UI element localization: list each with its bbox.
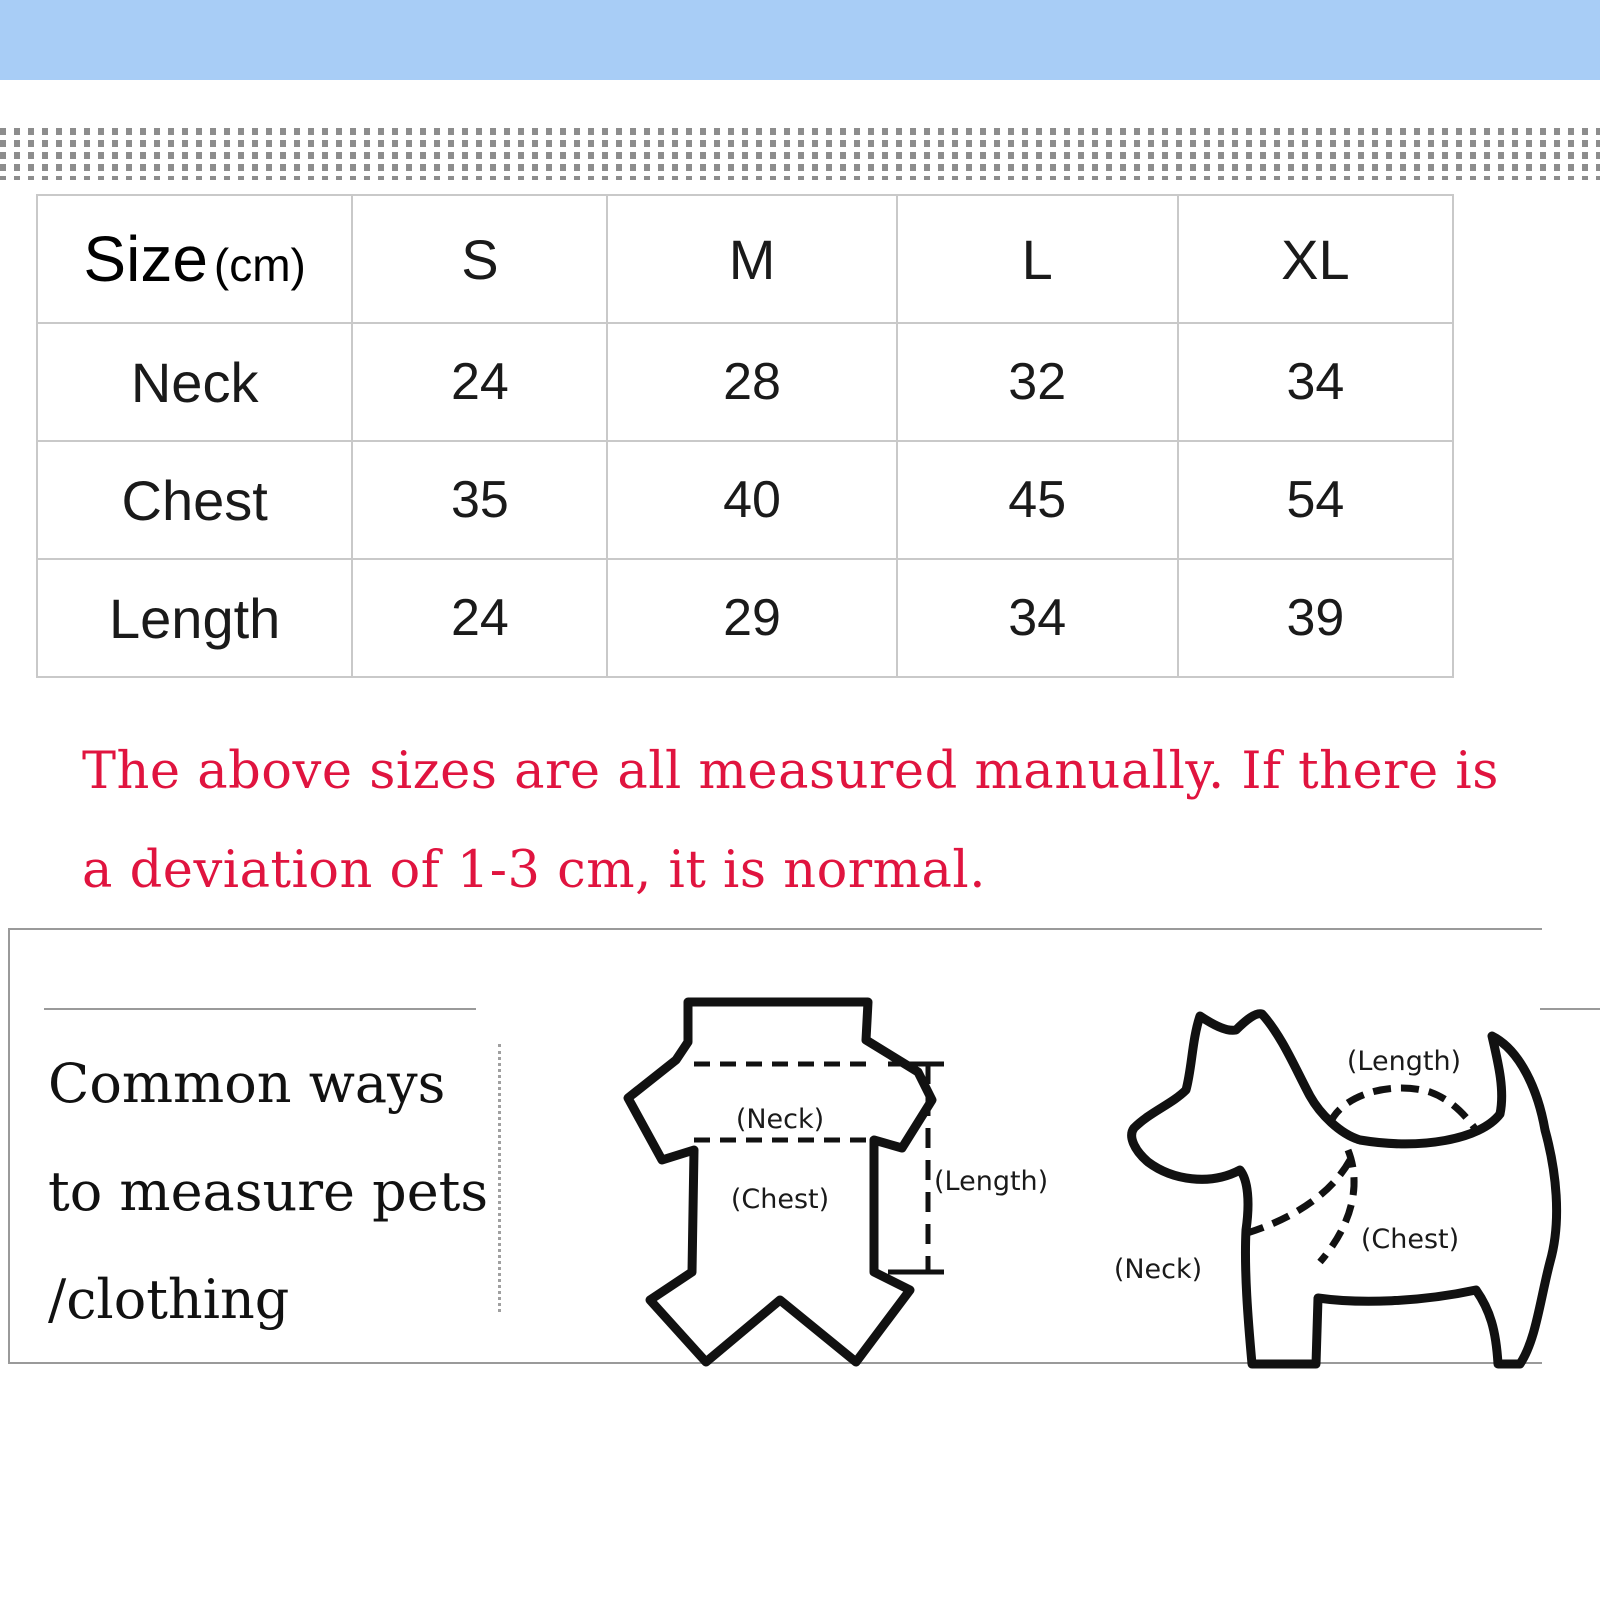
note-line-1: The above sizes are all measured manually. If there is [82, 742, 1499, 801]
guide-title-line-2: to measure pets [48, 1160, 489, 1223]
size-l-header: L [897, 195, 1178, 323]
table-cell: 34 [897, 559, 1178, 677]
size-m-header: M [607, 195, 896, 323]
clothing-outline-icon [628, 1002, 932, 1362]
table-cell: 35 [352, 441, 607, 559]
table-cell: 54 [1178, 441, 1453, 559]
table-cell: 24 [352, 323, 607, 441]
dog-label-neck: (Neck) [1113, 1254, 1203, 1285]
size-header-unit: (cm) [213, 239, 306, 291]
guide-title-line-3: /clothing [48, 1268, 290, 1331]
size-s-header: S [352, 195, 607, 323]
size-header-label: Size [83, 223, 208, 295]
table-cell: 39 [1178, 559, 1453, 677]
table-cell: 28 [607, 323, 896, 441]
clothing-label-length: (Length) [934, 1166, 1049, 1197]
table-cell: 45 [897, 441, 1178, 559]
clothing-label-neck: (Neck) [735, 1104, 825, 1135]
clothing-measure-lines [694, 1064, 944, 1272]
table-cell: 24 [352, 559, 607, 677]
row-label-neck: Neck [37, 323, 352, 441]
table-cell: 29 [607, 559, 896, 677]
row-label-chest: Chest [37, 441, 352, 559]
size-xl-header: XL [1178, 195, 1453, 323]
table-cell: 32 [897, 323, 1178, 441]
dog-label-chest: (Chest) [1360, 1224, 1460, 1255]
clothing-label-chest: (Chest) [730, 1184, 830, 1215]
table-cell: 40 [607, 441, 896, 559]
table-cell: 34 [1178, 323, 1453, 441]
note-line-2: a deviation of 1-3 cm, it is normal. [82, 841, 986, 900]
row-label-length: Length [37, 559, 352, 677]
guide-title-line-1: Common ways [48, 1052, 446, 1115]
dog-label-length: (Length) [1346, 1046, 1462, 1077]
dog-outline-icon [1132, 1014, 1557, 1364]
